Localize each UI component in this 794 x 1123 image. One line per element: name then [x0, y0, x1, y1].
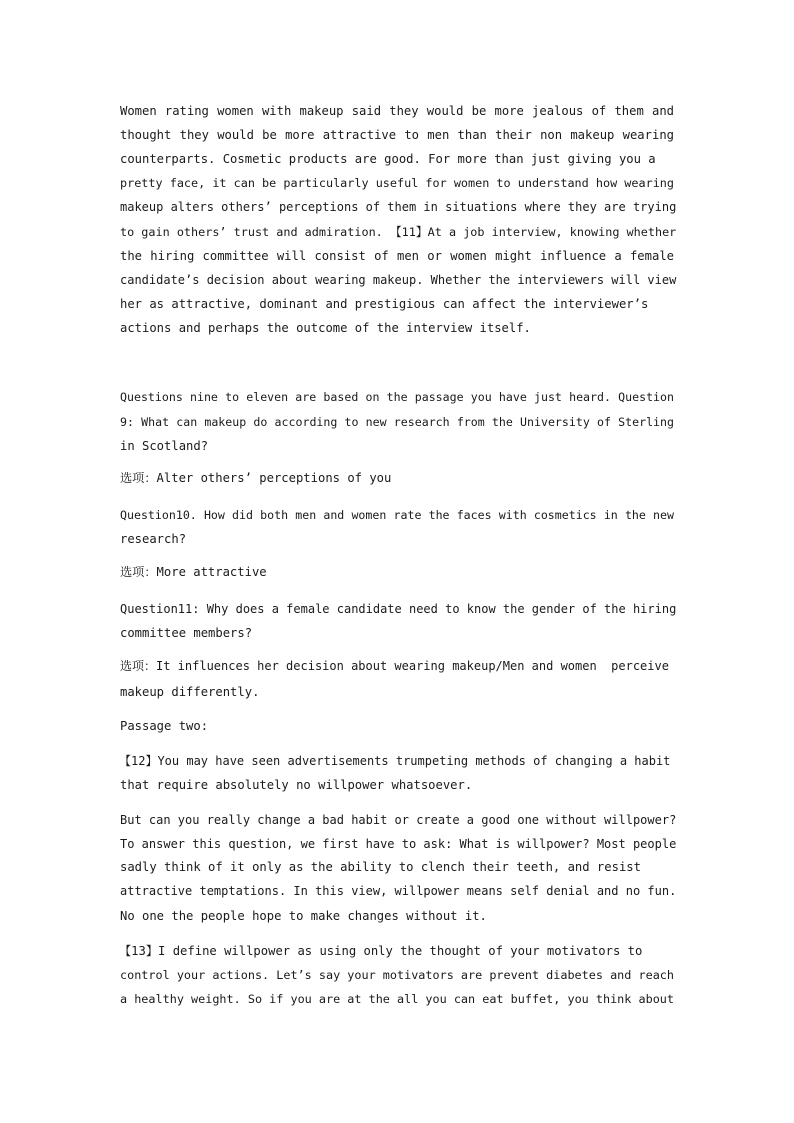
text-line: in Scotland? [120, 439, 209, 453]
text-line: that require absolutely no willpower whatsoever. [120, 778, 473, 792]
question-10-option: 选项：More attractive [120, 565, 267, 579]
text-line: Question10. How did both men and women rate the faces with cosmetics in the new [120, 508, 674, 522]
question-9-option: 选项：Alter others’ perceptions of you [120, 471, 392, 485]
text-line: Questions nine to eleven are based on the passage you have just heard. Question [120, 390, 674, 404]
text-line: sadly think of it only as the ability to clench their teeth, and resist [120, 860, 641, 874]
text-line: thought they would be more attractive to men than their non makeup wearing [120, 128, 674, 142]
text-line: research? [120, 532, 187, 546]
text-line: 【13】I define willpower as using only the thought of your motivators to [119, 944, 643, 958]
text-line: makeup alters others’ perceptions of them in situations where they are trying [120, 200, 677, 214]
text-line: committee members? [120, 626, 253, 640]
text-line: candidate’s decision about wearing makeup. Whether the interviewers will view [120, 273, 677, 287]
text-line: her as attractive, dominant and prestigious can affect the interviewer’s [120, 297, 649, 311]
passage-two-heading: Passage two: [120, 719, 209, 733]
text-line: makeup differently. [120, 685, 260, 699]
text-line: But can you really change a bad habit or create a good one without willpower? [120, 813, 677, 827]
text-line: control your actions. Let’s say your motivators are prevent diabetes and reach [120, 968, 674, 982]
text-line: attractive temptations. In this view, willpower means self denial and no fun. [120, 884, 677, 898]
text-line: to gain others’ trust and admiration. 【11】At a job interview, knowing whether [120, 225, 677, 239]
text-line: actions and perhaps the outcome of the interview itself. [120, 321, 531, 335]
text-line: Question11: Why does a female candidate need to know the gender of the hiring [120, 602, 677, 616]
text-line: Women rating women with makeup said they would be more jealous of them and [120, 104, 674, 118]
text-line: 【12】You may have seen advertisements trumpeting methods of changing a habit [119, 754, 671, 768]
text-line: 选项：It influences her decision about wearing makeup/Men and women perceive [120, 659, 669, 673]
text-line: 9: What can makeup do according to new research from the University of Sterling [120, 415, 674, 429]
text-line: a healthy weight. So if you are at the all you can eat buffet, you think about [120, 992, 674, 1006]
text-line: the hiring committee will consist of men or women might influence a female [120, 249, 674, 263]
text-line: No one the people hope to make changes without it. [120, 909, 487, 923]
text-line: pretty face, it can be particularly useful for women to understand how wearing [120, 176, 674, 190]
text-line: counterparts. Cosmetic products are good. For more than just giving you a [120, 152, 656, 166]
text-line: To answer this question, we first have to ask: What is willpower? Most people [120, 837, 677, 851]
